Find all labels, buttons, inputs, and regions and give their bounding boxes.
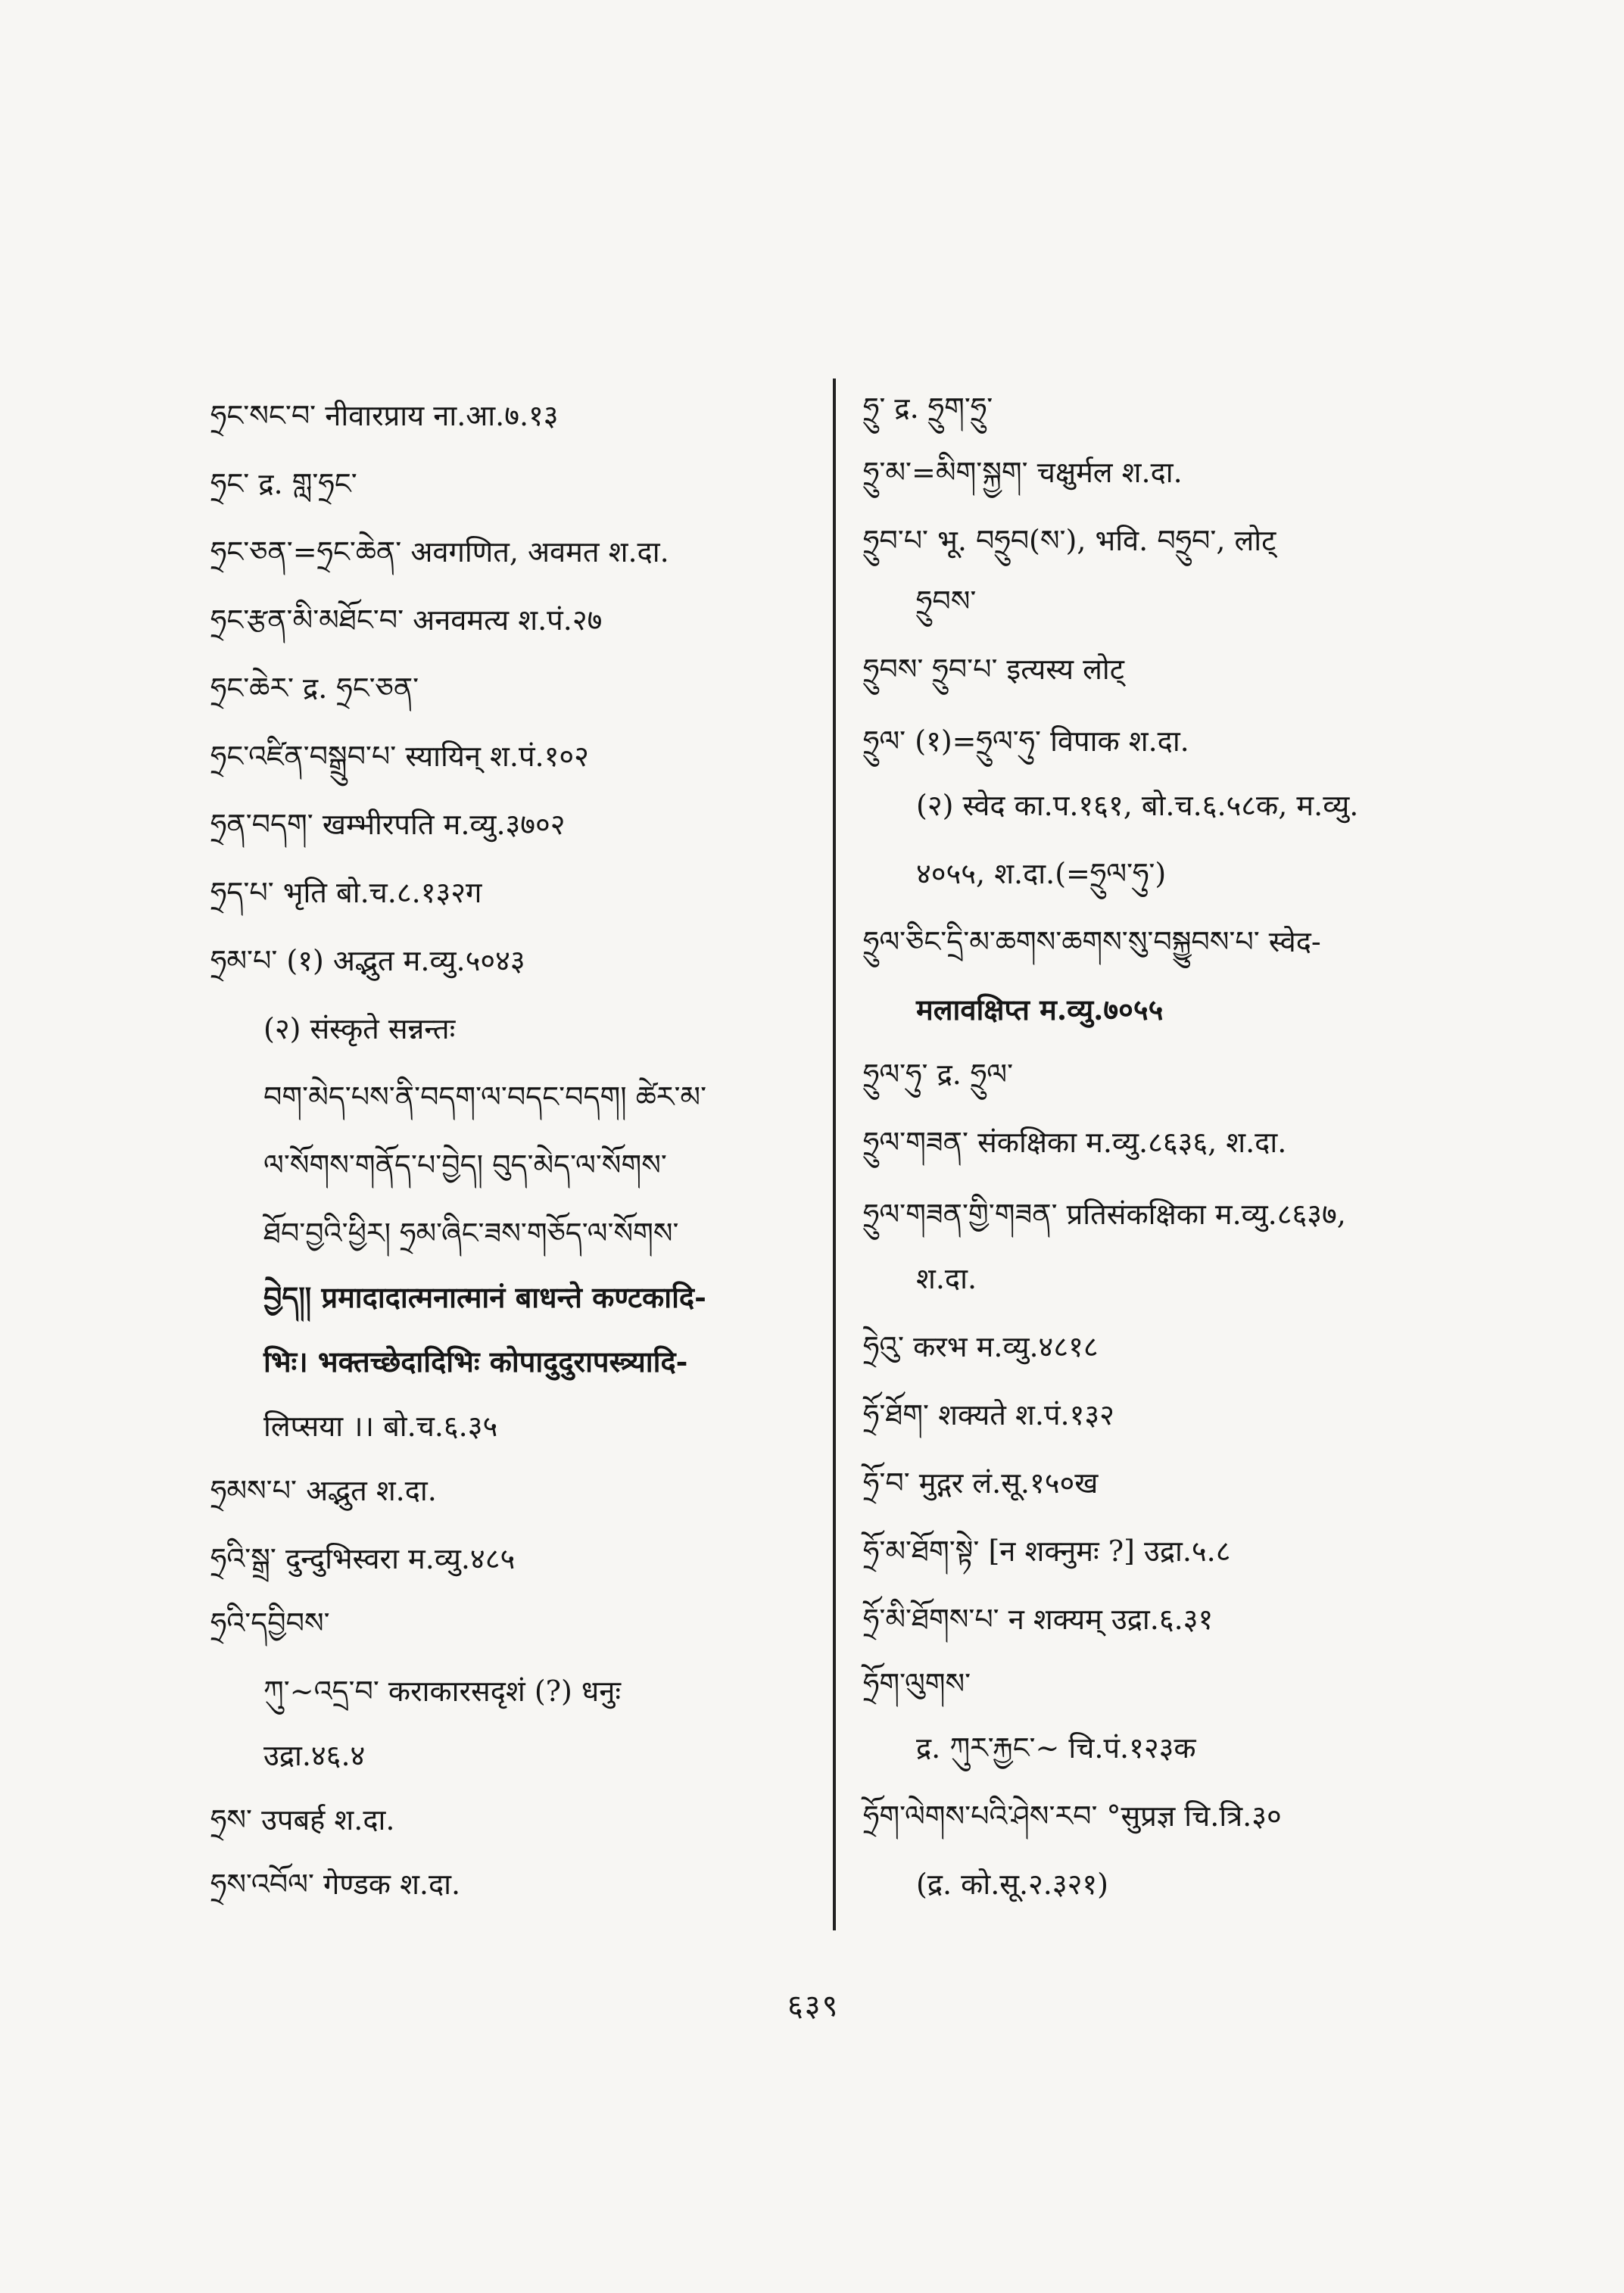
dictionary-entry-line: ४०५५, श.दा.(=ཧྲུལ་ཧུ་) [916,857,1167,890]
dictionary-entry-line: ཧྲང་རྩན་མི་མཐོང་བ་ अनवमत्य श.पं.२७ [210,603,603,637]
dictionary-entry-line: ཧྲང་སང་བ་ नीवारप्राय ना.आ.७.१३ [210,399,559,432]
dictionary-entry-line: ཧྲམ་པ་ (१) अद्भुत म.व्यु.५०४३ [210,944,525,977]
dictionary-entry-line: ཧྲུལ་གཟན་ संकक्षिका म.व्यु.८६३६, श.दा. [863,1126,1287,1159]
dictionary-entry-line: ཧྲད་པ་ भृति बो.च.८.१३२ग [210,876,482,909]
dictionary-entry-line: (२) स्वेद का.प.१६१, बो.च.६.५८क, म.व्यु. [916,789,1359,822]
dictionary-entry-line: ཧྲུལ་ཧུ་ द्र. ཧྲུལ་ [863,1058,1014,1091]
dictionary-entry-line: ཧྲུབས་ [916,584,977,618]
dictionary-entry-line: ཧྲོ་ཐོག་ शक्यते श.पं.१३२ [863,1398,1114,1432]
dictionary-entry-line: ཧྲུལ་ (१)=ཧྲུལ་ཧུ་ विपाक श.दा. [863,724,1189,758]
column-divider [833,379,836,1930]
dictionary-entry-line: ཧྲང་ द्र. གླ་ཧྲང་ [210,467,357,500]
dictionary-entry-line: उद्रा.४६.४ [263,1739,366,1772]
dictionary-entry-line: ཧྲུབ་པ་ भू. བཧྲུབ(ས་), भवि. བཧྲུབ་, लोट् [863,524,1276,557]
dictionary-entry-line: ཧྲུལ་ཅིང་དྲི་མ་ཆགས་ཆགས་སུ་བསྐྱུབས་པ་ स्वेद- [863,925,1321,958]
dictionary-entry-line: ཧྲམས་པ་ अद्भुत श.दा. [210,1474,437,1507]
dictionary-entry-line: ཧྲོག་ལེགས་པའི་ཤེས་རབ་ °सुप्रज्ञ चि.त्रि.३० [863,1799,1282,1833]
dictionary-entry-line: ཧྲོ་བ་ मुद्गर लं.सू.१५०ख [863,1466,1099,1500]
dictionary-entry-line: ཧྲུ་ द्र. ཧྲུག་ཧྲུ་ [863,391,993,425]
page-number: ६३९ [787,1989,840,2024]
dictionary-entry-line: བྱེད།། प्रमादादात्मनात्मानं बाधन्ते कण्टकादि- [263,1280,706,1314]
dictionary-entry-line: ཧྲུ་མ་=མིག་སྐྱག་ चक्षुर्मल श.दा. [863,456,1183,489]
dictionary-entry-line: मलावक्षिप्त म.व्यु.७०५५ [916,992,1164,1027]
dictionary-entry-line: श.दा. [916,1262,977,1295]
dictionary-entry-line: བག་མེད་པས་ནི་བདག་ལ་བདང་བདག། ཚེར་མ་ [263,1080,707,1114]
dictionary-entry-line: ཧྲས་ उपबर्ह श.दा. [210,1803,395,1837]
dictionary-entry-line: ཧྲའི་དབྱིབས་ [210,1606,330,1640]
dictionary-entry-line: द्र. ཀུར་རྐྱང་~ चि.पं.१२३क [916,1731,1196,1765]
dictionary-entry-line: ཧྲོ་མི་ཐོགས་པ་ न शक्यम् उद्रा.६.३१ [863,1603,1214,1636]
dictionary-entry-line: (२) संस्कृते सन्नन्तः [263,1012,456,1045]
dictionary-entry-line: ཐོབ་བྱའི་ཕྱིར། ཧྲམ་ཞིང་ཟས་གཅོད་ལ་སོགས་ [263,1217,679,1250]
dictionary-entry-line: भिः। भक्तच्छेदादिभिः कोपादुदुरापस्त्र्यादि- [263,1344,688,1379]
dictionary-entry-line: ཧྲུལ་གཟན་གྱི་གཟན་ प्रतिसंकक्षिका म.व्यु.८६३७, [863,1198,1346,1231]
dictionary-entry-line: (द्र. को.सू.२.३२१) [916,1868,1108,1901]
dictionary-entry-line: ཧྲེའུ་ करभ म.व्यु.४८१८ [863,1330,1099,1363]
dictionary-entry-line: ཧྲས་འབོལ་ गेण्डक श.दा. [210,1868,461,1901]
dictionary-entry-line: ཧྲང་ཅན་=ཧྲང་ཆེན་ अवगणित, अवमत श.दा. [210,535,669,569]
dictionary-entry-line: ཀུ་~འདྲ་བ་ कराकारसदृशं (?) धनुः [263,1675,622,1708]
dictionary-entry-line: ཧྲོ་མ་ཐོག་སྟེ་ [न शक्नुमः ?] उद्रा.५.८ [863,1534,1231,1568]
dictionary-entry-line: ཧྲང་ཆེར་ द्र. ཧྲང་ཅན་ [210,671,419,705]
dictionary-entry-line: ཧྲང་འཛིན་བསྒྲུབ་པ་ स्यायिन् श.पं.१०२ [210,740,589,773]
dictionary-entry-line: लिप्सया ।। बो.च.६.३५ [263,1410,498,1443]
dictionary-entry-line: ཧྲུབས་ ཧྲུབ་པ་ इत्यस्य लोट् [863,653,1124,686]
dictionary-entry-line: ཧྲའི་སྒྲ་ दुन्दुभिस्वरा म.व्यु.४८५ [210,1542,516,1575]
dictionary-entry-line: ཧྲན་བདག་ खम्भीरपति म.व्यु.३७०२ [210,808,566,841]
dictionary-entry-line: ཧྲོག་ལུགས་ [863,1667,971,1700]
dictionary-entry-line: ལ་སོགས་གནོད་པ་བྱེད། བུད་མེད་ལ་སོགས་ [263,1148,667,1182]
